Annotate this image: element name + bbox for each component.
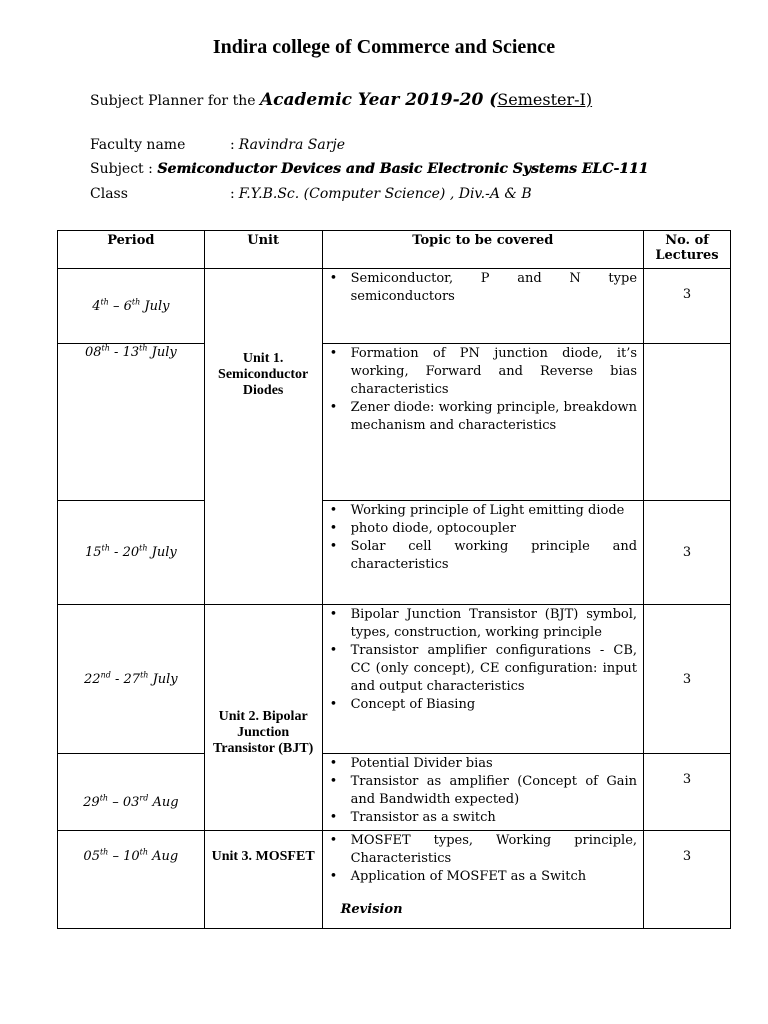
table-row xyxy=(58,605,731,754)
revision-note: Revision xyxy=(340,902,403,917)
subject-label: Subject : xyxy=(90,161,153,177)
topic-item: • MOSFET types, Working principle, Characteristics xyxy=(351,832,637,868)
unit-cell: Unit 2. Bipolar Junction Transistor (BJT) xyxy=(204,605,322,831)
planner-line xyxy=(90,90,592,110)
period-cell xyxy=(58,344,205,501)
college-title: Indira college of Commerce and Science xyxy=(212,36,556,58)
period-text: 15th - 20th July xyxy=(84,543,177,560)
topic-item: • Bipolar Junction Transistor (BJT) symbol, types, construction, working principle xyxy=(351,606,637,642)
faculty-line xyxy=(90,137,345,153)
topic-item: • Application of MOSFET as a Switch xyxy=(351,868,637,886)
lectures-cell: 3 xyxy=(644,501,731,605)
period-text: 29th – 03rd Aug xyxy=(83,793,179,810)
header-period: Period xyxy=(58,231,205,269)
unit-cell: Unit 3. MOSFET xyxy=(204,831,322,929)
table-header-row xyxy=(58,231,731,269)
topic-item: • Formation of PN junction diode, it’s working, Forward and Reverse bias characteristics xyxy=(351,345,637,399)
lectures-cell xyxy=(644,344,731,501)
topic-cell xyxy=(322,501,643,605)
subject-line xyxy=(90,161,648,177)
period-cell xyxy=(58,605,205,754)
topic-item: • Concept of Biasing xyxy=(351,696,637,714)
table-row xyxy=(58,269,731,344)
topic-cell xyxy=(322,269,643,344)
lectures-cell: 3 xyxy=(644,605,731,754)
topic-item: • photo diode, optocoupler xyxy=(351,520,637,538)
class-sep: : xyxy=(230,186,235,202)
lectures-cell: 3 xyxy=(644,269,731,344)
period-cell xyxy=(58,501,205,605)
lectures-cell: 3 xyxy=(644,831,731,929)
table-row xyxy=(58,344,731,501)
lectures-cell: 3 xyxy=(644,754,731,831)
period-text: 4th – 6th July xyxy=(92,297,170,314)
topic-item: • Semiconductor, P and N type semiconductors xyxy=(351,270,637,306)
period-text: 05th – 10th Aug xyxy=(83,847,179,864)
faculty-sep: : xyxy=(230,137,235,153)
academic-year: Academic Year 2019-20 ( xyxy=(259,90,498,110)
table-row xyxy=(58,501,731,605)
topic-item: • Transistor as amplifier (Concept of Gain and Bandwidth expected) xyxy=(351,773,637,809)
faculty-value: Ravindra Sarje xyxy=(238,137,346,153)
class-line xyxy=(90,186,532,202)
planner-prefix: Subject Planner for the xyxy=(90,93,260,109)
period-text: 22nd - 27th July xyxy=(84,670,178,687)
topic-cell xyxy=(322,344,643,501)
planner-table xyxy=(57,230,731,929)
topic-item: • Zener diode: working principle, breakdown mechanism and characteristics xyxy=(351,399,637,435)
table-row xyxy=(58,831,731,929)
header-unit: Unit xyxy=(204,231,322,269)
topic-cell xyxy=(322,605,643,754)
faculty-label: Faculty name xyxy=(90,137,186,153)
period-text: 08th - 13th July xyxy=(84,343,177,360)
topic-item: • Working principle of Light emitting diode xyxy=(351,502,637,520)
semester: Semester-I) xyxy=(497,90,593,109)
topic-item: • Potential Divider bias xyxy=(351,755,637,773)
class-value: F.Y.B.Sc. (Computer Science) , Div.-A & B xyxy=(238,186,532,202)
period-cell xyxy=(58,754,205,831)
class-label: Class xyxy=(90,186,128,202)
topic-item: • Transistor amplifier configurations - CB, CC (only concept), CE configuration: input and output characteristics xyxy=(351,642,637,696)
header-lectures: No. of Lectures xyxy=(644,231,731,269)
unit-cell: Unit 1. Semiconductor Diodes xyxy=(204,269,322,605)
topic-cell xyxy=(322,754,643,831)
topic-item: • Transistor as a switch xyxy=(351,809,637,827)
topic-cell xyxy=(322,831,643,929)
period-cell xyxy=(58,269,205,344)
period-cell xyxy=(58,831,205,929)
table-row xyxy=(58,754,731,831)
header-topic: Topic to be covered xyxy=(322,231,643,269)
topic-item: • Solar cell working principle and characteristics xyxy=(351,538,637,574)
subject-value: Semiconductor Devices and Basic Electronic Systems ELC-111 xyxy=(157,161,649,177)
